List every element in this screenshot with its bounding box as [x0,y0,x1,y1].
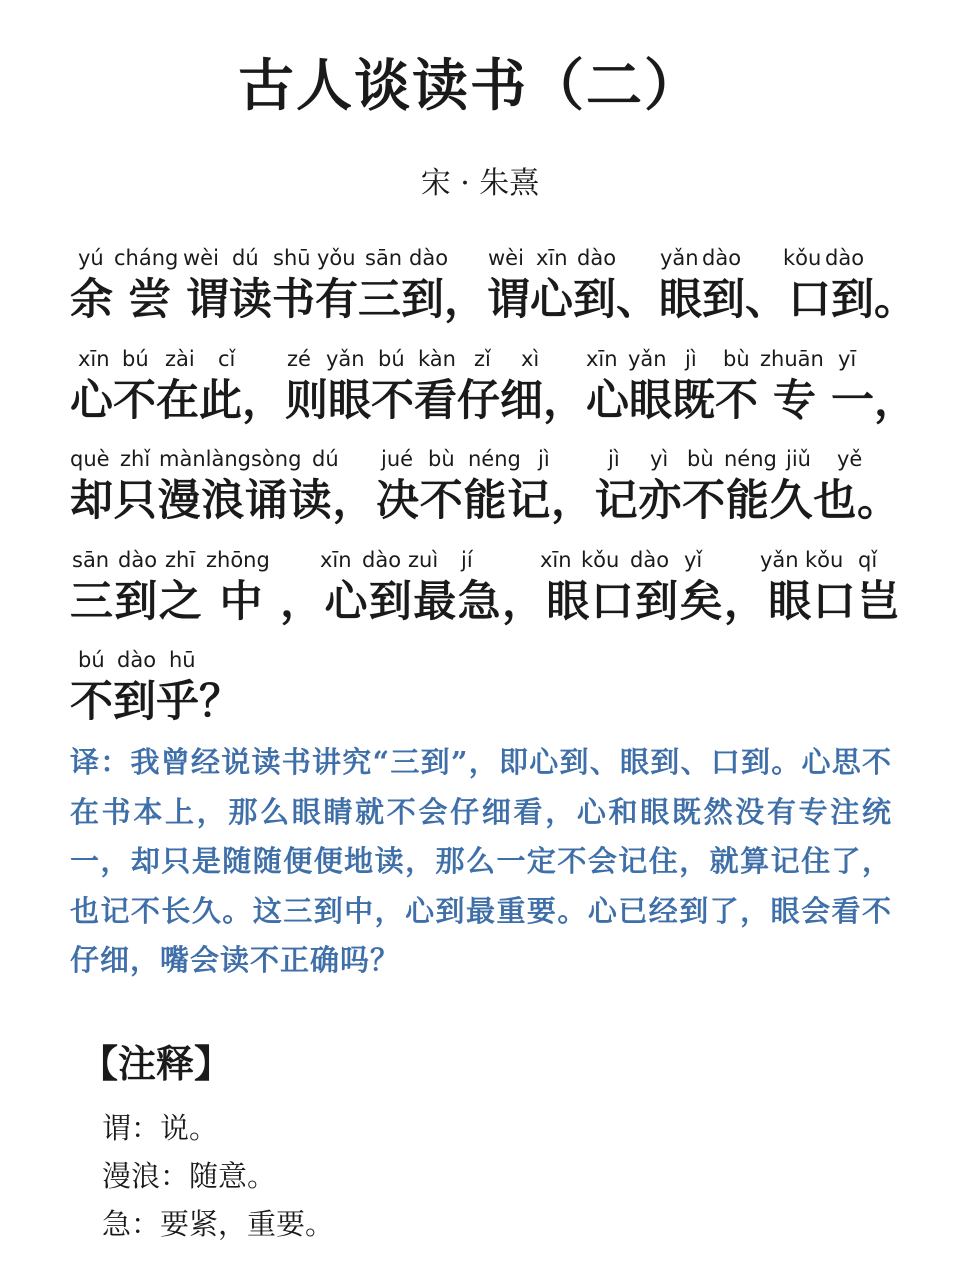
pinyin: xīn [586,346,618,371]
author-line: 宋 · 朱熹 [420,166,540,201]
pinyin: yǎn [628,346,667,371]
note-item: 漫浪：随意。 [102,1159,277,1193]
pinyin: wèi [183,246,219,270]
pinyin: kǒu [783,246,822,270]
pinyin: cháng [114,246,179,270]
pinyin: jì [538,447,550,471]
poem-line-2 [70,337,917,438]
pinyin: yī [838,346,857,371]
pinyin: bù [428,447,455,471]
pinyin: dào [577,246,617,270]
pinyin: zài [165,346,195,371]
pinyin: xīn [540,547,572,572]
pinyin: xì [521,346,540,371]
pinyin: jì [608,447,620,471]
pinyin: yǐ [684,547,703,572]
poem-line-text: 心不在此，则眼不看仔细，心眼既不 专 一， [70,375,917,426]
pinyin: yǎn [326,346,365,371]
pinyin: néng [468,447,521,471]
pinyin: dào [118,547,158,572]
pinyin: sān [72,547,110,572]
pinyin: dú [232,246,259,270]
pinyin: dào [117,648,157,672]
pinyin: cǐ [218,346,236,371]
pinyin: què [70,447,110,471]
pinyin: jí [461,547,473,572]
pinyin: dào [630,547,670,572]
pinyin: yú [78,246,104,270]
pinyin-row [70,546,900,574]
pinyin: yǎn [660,246,699,270]
notes-heading: 【注释】 [80,1041,233,1086]
pinyin: zǐ [474,346,491,371]
pinyin: dào [409,246,449,270]
pinyin: kàn [418,346,456,371]
poem-line-3 [70,437,900,538]
poem-line-text: 不到乎？ [70,677,242,727]
poem-line-1 [70,236,917,337]
poem-line-text: 却只漫浪诵读，决不能记，记亦不能久也。 [70,476,900,526]
translation-paragraph: 译：我曾经说读书讲究“三到”，即心到、眼到、口到。心思不在书本上，那么眼睛就不会仔细看，心和眼既然没有专注统一，却只是随随便便地读，那么一定不会记住，就算记住了，也记不长久。这三到中，心到最重要。心已经到了，眼会看不仔细，嘴会读不正确吗？ [70,745,892,977]
pinyin: zhī [165,547,196,572]
notes-list [102,1104,334,1248]
pinyin: zhǐ [120,447,151,471]
note-item: 谓：说。 [102,1111,219,1145]
pinyin: dào [825,246,865,270]
pinyin: zhuān [760,346,824,371]
pinyin: néng [724,447,777,471]
pinyin: yǎn [760,547,799,572]
pinyin-row [70,646,900,674]
pinyin: bú [78,648,105,672]
pinyin: bù [723,346,750,371]
pinyin: dú [312,447,339,471]
pinyin-row [70,445,900,473]
pinyin: dào [702,246,742,270]
pinyin: xīn [320,547,352,572]
pinyin: kǒu [581,547,620,572]
pinyin: yì [650,447,669,471]
pinyin: kǒu [805,547,844,572]
pinyin: yě [837,447,863,471]
pinyin: hū [169,648,196,672]
pinyin: yǒu [317,246,356,270]
pinyin: qǐ [858,547,878,572]
poem-line-text: 余 尝 谓读书有三到，谓心到、眼到、口到。 [70,275,917,325]
pinyin: xīn [536,246,568,270]
poem-line-5 [70,638,900,739]
poem-text [70,236,917,739]
note-item: 急：要紧，重要。 [102,1207,335,1241]
pinyin: xīn [78,346,110,371]
pinyin: dào [362,547,402,572]
pinyin: wèi [488,246,524,270]
pinyin: jì [685,346,697,371]
pinyin: sān [365,246,403,270]
pinyin: jiǔ [786,447,811,471]
poem-line-text: 三到之 中 ，心到最急，眼口到矣，眼口岂 [70,576,900,627]
pinyin: bú [122,346,149,371]
pinyin: zhōng [206,547,270,572]
poem-line-4 [70,538,900,639]
pinyin: shū [273,246,311,270]
pinyin: jué [381,447,414,471]
pinyin-row [70,244,900,272]
pinyin: zuì [408,547,439,572]
pinyin: zé [287,346,311,371]
pinyin-row [70,345,900,373]
pinyin: bú [378,346,405,371]
pinyin: bù [687,447,714,471]
pinyin: mànlàngsòng [159,447,302,471]
page-title: 古人谈读书（二） [238,53,702,119]
